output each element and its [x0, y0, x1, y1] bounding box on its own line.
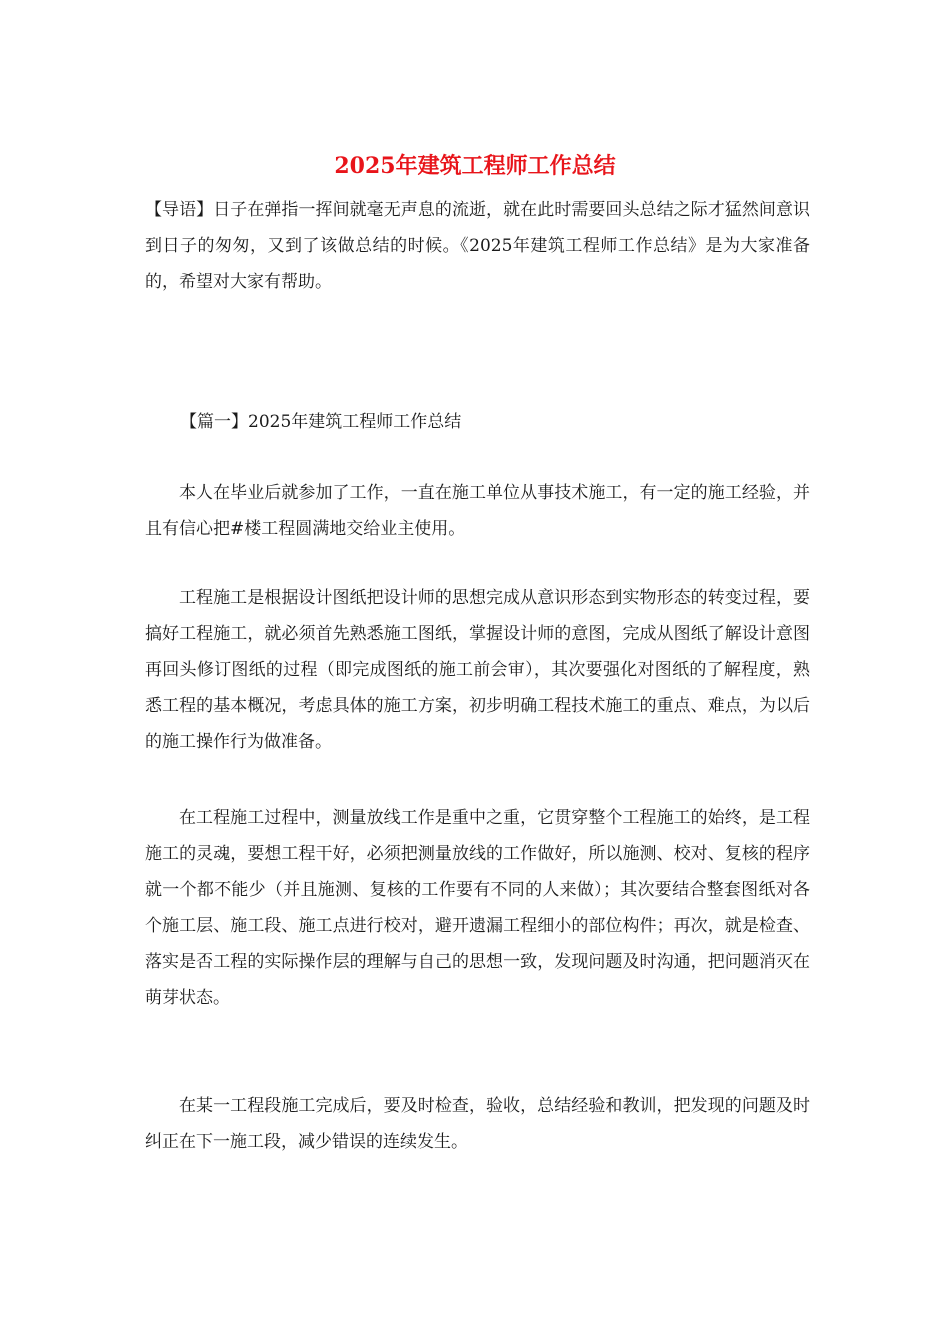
- document-title: 2025年建筑工程师工作总结: [334, 153, 616, 179]
- intro-paragraph: 【导语】日子在弹指一挥间就毫无声息的流逝，就在此时需要回头总结之际才猛然间意识到日子的匆匆，又到了该做总结的时候。《2025年建筑工程师工作总结》是为大家准备的，希望对大家有帮助。: [145, 200, 810, 292]
- body-paragraph-2: 工程施工是根据设计图纸把设计师的思想完成从意识形态到实物形态的转变过程，要搞好工程施工，就必须首先熟悉施工图纸，掌握设计师的意图，完成从图纸了解设计意图再回头修订图纸的过程（即完成图纸的施工前会审），其次要强化对图纸的了解程度，熟悉工程的基本概况，考虑具体的施工方案，初步明确工程技术施工的重点、难点，为以后的施工操作行为做准备。: [145, 588, 810, 752]
- body-paragraph-4: 在某一工程段施工完成后，要及时检查，验收，总结经验和教训，把发现的问题及时纠正在下一施工段，减少错误的连续发生。: [145, 1096, 810, 1152]
- body-paragraph-3: 在工程施工过程中，测量放线工作是重中之重，它贯穿整个工程施工的始终，是工程施工的灵魂，要想工程干好，必须把测量放线的工作做好，所以施测、校对、复核的程序就一个都不能少（并且施测、复核的工作要有不同的人来做）；其次要结合整套图纸对各个施工层、施工段、施工点进行校对，避开遗漏工程细小的部位构件；再次，就是检查、落实是否工程的实际操作层的理解与自己的思想一致，发现问题及时沟通，把问题消灭在萌芽状态。: [145, 808, 810, 1008]
- body-paragraph-1: 本人在毕业后就参加了工作，一直在施工单位从事技术施工，有一定的施工经验，并且有信心把#楼工程圆满地交给业主使用。: [145, 483, 810, 539]
- section-heading: 【篇一】2025年建筑工程师工作总结: [180, 412, 462, 432]
